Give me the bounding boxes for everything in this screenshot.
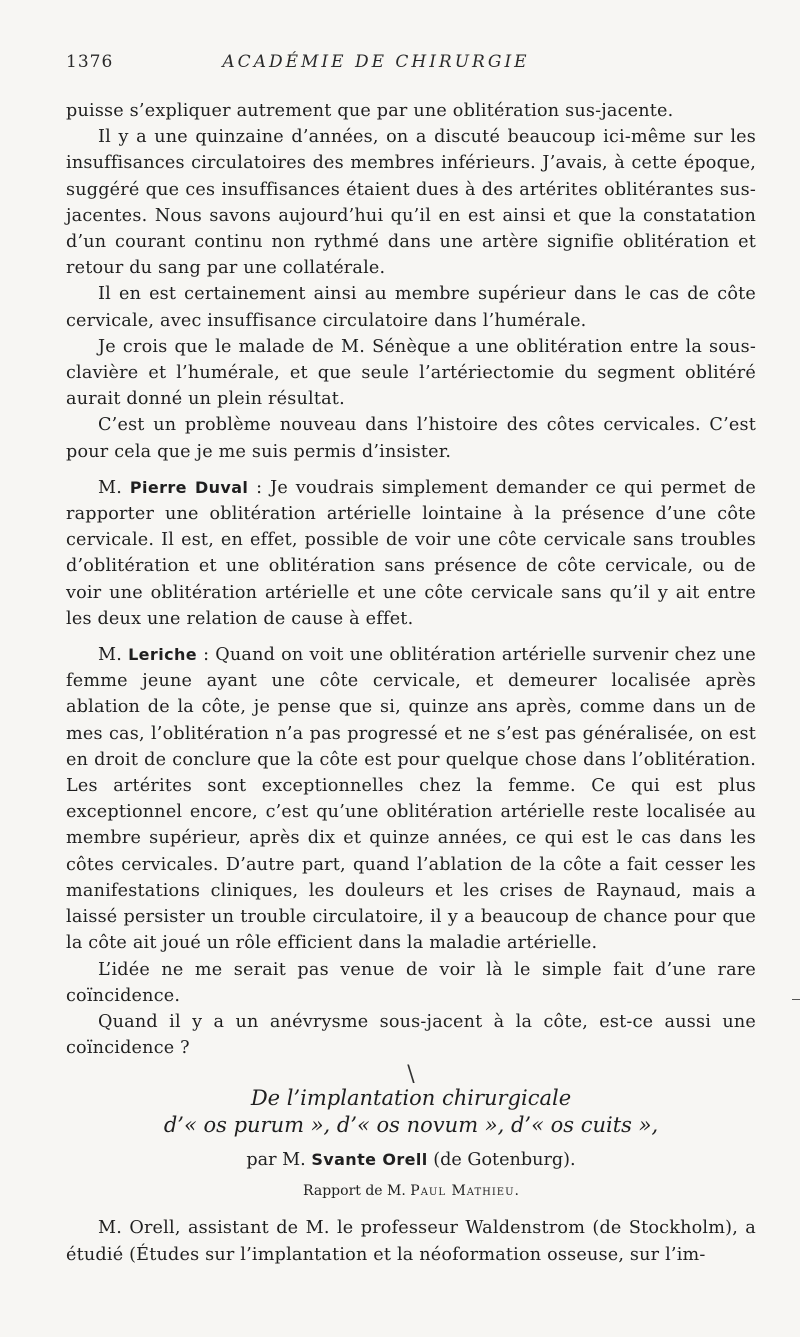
speaker-name: Pierre Duval bbox=[129, 477, 249, 497]
speaker-text: : Je voudrais simplement demander ce qui permet de rapporter une oblitération artérielle lointaine à la présence d’une côte cervicale. Il est, en effet, possible de voir une côte cervicale sans troubles d’oblitération et une oblitération sans présence de côte cervicale, ou de voir une oblitération artérielle et une côte cervicale sans qu’il y ait entre les deux une relation de cause à effet. bbox=[66, 477, 756, 629]
speaker-name: Leriche bbox=[128, 645, 198, 665]
handwritten-mark: \ bbox=[407, 1062, 415, 1088]
paragraph: Il y a une quinzaine d’années, on a discuté beaucoup ici-même sur les insuffisances circulatoires des membres inférieurs. J’avais, à cette époque, suggéré que ces insuffisances étaient dues à des artérites oblitérantes sus-jacentes. Nous savons aujourd’hui qu’il en est ainsi et que la constatation d’un courant continu non rythmé dans une artère signifie oblitération et retour du sang par une collatérale. bbox=[66, 127, 756, 279]
paragraph-continuation: puisse s’expliquer autrement que par une oblitération sus-jacente. bbox=[66, 101, 674, 121]
paragraph: Quand il y a un anévrysme sous-jacent à la côte, est-ce aussi une coïncidence ? bbox=[66, 1011, 756, 1059]
author-name: Svante Orell bbox=[311, 1150, 428, 1170]
paragraph-leriche bbox=[66, 642, 756, 956]
report-prefix: Rapport de M. bbox=[303, 1183, 411, 1200]
report-suffix: . bbox=[514, 1183, 519, 1200]
article-title-line-2: d’« os purum », d’« os novum », d’« os cuits », bbox=[163, 1113, 659, 1138]
page-header bbox=[66, 52, 786, 78]
paragraph: L’idée ne me serait pas venue de voir là le simple fait d’une rare coïncidence. bbox=[66, 959, 756, 1006]
paragraph: Il en est certainement ainsi au membre supérieur dans le cas de côte cervicale, avec insuffisance circulatoire dans l’humérale. bbox=[66, 284, 756, 331]
paragraph: Je crois que le malade de M. Sénèque a une oblitération entre la sous-clavière et l’humérale, et que seule l’artériectomie du segment oblitéré aurait donné un plein résultat. bbox=[66, 336, 756, 410]
paragraph: M. Orell, assistant de M. le professeur Waldenstrom (de Stockholm), a étudié (Études sur l’implantation et la néoformation osseuse, sur l’im- bbox=[66, 1218, 756, 1265]
byline-prefix: par M. bbox=[246, 1150, 312, 1171]
article-title-line-1: De l’implantation chirurgicale bbox=[250, 1086, 572, 1111]
speaker-prefix: M. bbox=[98, 645, 129, 666]
speaker-prefix: M. bbox=[98, 477, 130, 498]
paragraph: C’est un problème nouveau dans l’histoire des côtes cervicales. C’est pour cela que je me suis permis d’insister. bbox=[66, 415, 756, 462]
rapporteur-name: Paul Mathieu bbox=[410, 1183, 515, 1200]
byline bbox=[66, 1147, 756, 1173]
paragraph-duval bbox=[66, 475, 756, 632]
edge-mark bbox=[792, 999, 800, 1000]
running-head: ACADÉMIE DE CHIRURGIE bbox=[222, 52, 530, 72]
byline-suffix: (de Gotenburg). bbox=[427, 1150, 576, 1171]
body-text bbox=[66, 98, 756, 1268]
report-line bbox=[66, 1181, 756, 1201]
speaker-text: : Quand on voit une oblitération artérielle survenir chez une femme jeune ayant une côte cervicale, et demeurer localisée après ablation de la côte, je pense que si, quinze ans après, comme dans un de mes cas, l’oblitération n’a pas progressé et ne s’est pas généralisée, on est en droit de conclure que la côte est pour quelque chose dans l’oblitération. Les artérites sont exceptionnelles chez la femme. Ce qui est plus exceptionnel encore, c’est qu’une oblitération artérielle reste localisée au membre supérieur, après dix et quinze années, ce qui est le cas dans les côtes cervicales. D’autre part, quand l’ablation de la côte a fait cesser les manifestations cliniques, les douleurs et les crises de Raynaud, mais a laissé persister un trouble circulatoire, il y a beaucoup de chance pour que la côte ait joué un rôle efficient dans la maladie artérielle. bbox=[66, 645, 756, 954]
page-number: 1376 bbox=[66, 52, 114, 72]
